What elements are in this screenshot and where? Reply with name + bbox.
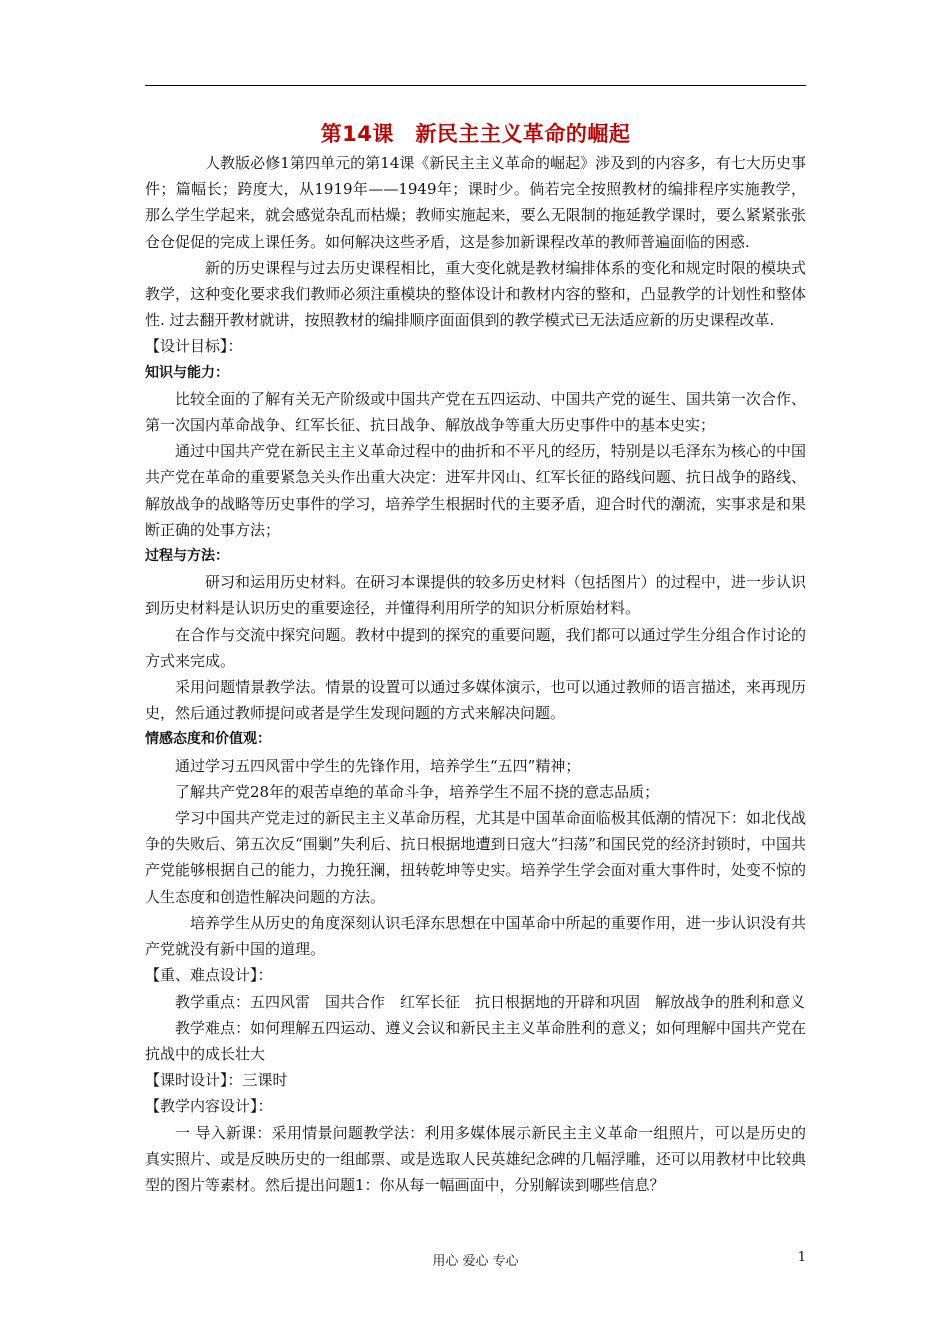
document-body [145, 150, 806, 1198]
paragraph: 【教学内容设计】： [145, 1097, 273, 1116]
paragraph: 【设计目标】： [145, 337, 243, 356]
paragraph: 研习和运用历史材料。在研习本课提供的较多历史材料（包括图片）的过程中，进一步认识到历史材料是认识历史的重要途径，并懂得利用所学的知识分析原始材料。 [145, 573, 806, 618]
page-number: 1 [797, 1250, 806, 1265]
paragraph: 通过学习五四风雷中学生的先锋作用，培养学生“五四”精神； [175, 756, 581, 775]
paragraph: 【重、难点设计】： [145, 966, 273, 985]
page-title: 第14课 新民主主义革命的崛起 [320, 122, 631, 146]
paragraph: 过程与方法： [145, 548, 229, 565]
paragraph: 通过中国共产党在新民主主义革命过程中的曲折和不平凡的经历，特别是以毛泽东为核心的中国共产党在革命的重要紧急关头作出重大决定：进军井冈山、红军长征的路线问题、抗日战争的路线、解放战争的战略等历史事件的学习，培养学生根据时代的主要矛盾，迎合时代的潮流，实事求是和果断正确的处事方法； [145, 442, 806, 539]
paragraph: 【课时设计】：三课时 [145, 1071, 288, 1090]
paragraph: 人教版必修1第四单元的第14课《新民主主义革命的崛起》涉及到的内容多，有七大历史事件；篇幅长；跨度大，从1919年——1949年；课时少。倘若完全按照教材的编排程序实施教学，那么学生学起来，就会感觉杂乱而枯燥；教师实施起来，要么无限制的拖延教学课时，要么紧紧张张仓仓促促的完成上课任务。如何解决这些矛盾，这是参加新课程改革的教师普遍面临的困惑. [145, 154, 806, 251]
paragraph: 教学难点：如何理解五四运动、遵义会议和新民主主义革命胜利的意义；如何理解中国共产党在抗战中的成长壮大 [145, 1018, 806, 1063]
paragraph: 在合作与交流中探究问题。教材中提到的探究的重要问题，我们都可以通过学生分组合作讨论的方式来完成。 [145, 625, 806, 670]
paragraph: 了解共产党28年的艰苦卓绝的革命斗争，培养学生不屈不挠的意志品质； [175, 782, 660, 801]
footer-motto: 用心 爱心 专心 [432, 1254, 519, 1269]
paragraph: 比较全面的了解有关无产阶级或中国共产党在五四运动、中国共产党的诞生、国共第一次合作、第一次国内革命战争、红军长征、抗日战争、解放战争等重大历史事件中的基本史实； [145, 389, 806, 435]
paragraph: 情感态度和价值观： [145, 731, 271, 748]
paragraph: 采用问题情景教学法。情景的设置可以通过多媒体演示，也可以通过教师的语言描述，来再现历史，然后通过教师提问或者是学生发现问题的方式来解决问题。 [145, 678, 806, 723]
paragraph: 培养学生从历史的角度深刻认识毛泽东思想在中国革命中所起的重要作用，进一步认识没有共产党就没有新中国的道理。 [145, 913, 806, 959]
paragraph: 一 导入新课：采用情景问题教学法：利用多媒体展示新民主主义革命一组照片，可以是历史的真实照片、或是反映历史的一组邮票、或是选取人民英雄纪念碑的几幅浮雕，还可以用教材中比较典型的图片等素材。然后提出问题1：你从每一幅画面中，分别解读到哪些信息？ [145, 1123, 806, 1194]
paragraph: 新的历史课程与过去历史课程相比，重大变化就是教材编排体系的变化和规定时限的模块式教学，这种变化要求我们教师必须注重模块的整体设计和教材内容的整和，凸显教学的计划性和整体性. 过去翻开教材就讲，按照教材的编排顺序面面俱到的教学模式已无法适应新的历史课程改革. [145, 258, 806, 330]
paragraph: 教学重点：五四风雷 国共合作 红军长征 抗日根据地的开辟和巩固 解放战争的胜利和意义 [175, 992, 806, 1011]
header-rule [145, 85, 806, 86]
paragraph: 知识与能力： [145, 364, 229, 381]
paragraph: 学习中国共产党走过的新民主主义革命历程，尤其是中国革命面临极其低潮的情况下：如北伐战争的失败后、第五次反“围剿”失利后、抗日根据地遭到日寇大“扫荡”和国民党的经济封锁时，中国共产党能够根据自己的能力，力挽狂澜，扭转乾坤等史实。培养学生学会面对重大事件时，处变不惊的人生态度和创造性解决问题的方法。 [145, 809, 806, 906]
